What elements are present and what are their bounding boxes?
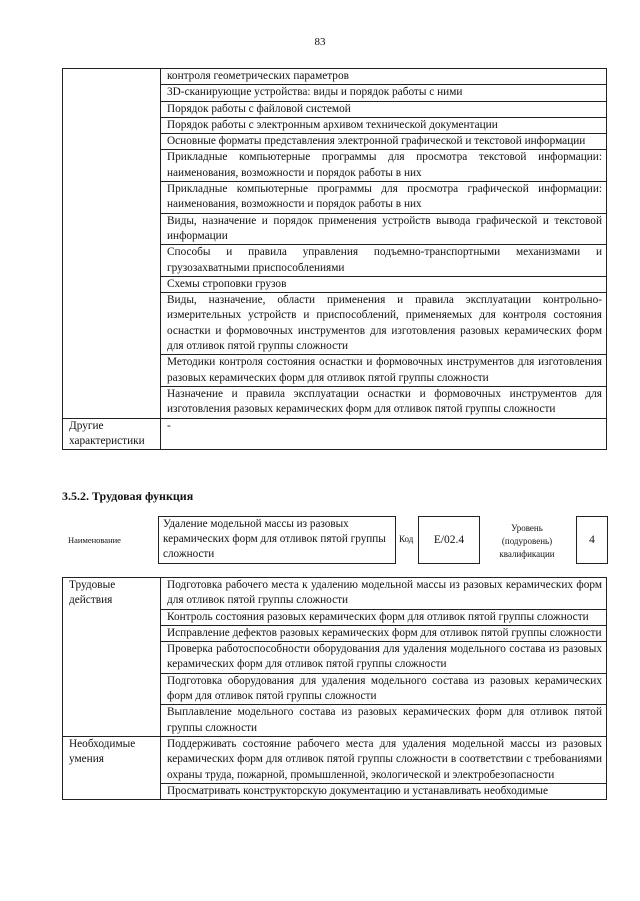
knowledge-item: Прикладные компьютерные программы для просмотра графической информации: наименования, возможности и порядок работы в них	[161, 182, 607, 214]
group-label-cell: Трудовые действия	[63, 578, 161, 737]
section-heading: 3.5.2. Трудовая функция	[62, 489, 194, 503]
code-box: E/02.4	[418, 516, 480, 564]
qualification-level-label: Уровень (подуровень) квалификации	[499, 523, 555, 559]
knowledge-item: контроля геометрических параметров	[161, 69, 607, 85]
group-label-cell: Необходимые умения	[63, 736, 161, 799]
name-label: Наименование	[68, 535, 121, 545]
knowledge-item: Методики контроля состояния оснастки и формовочных инструментов для изготовления разовых керамических форм для отливок пятой группы сложности	[161, 355, 607, 387]
labor-action-item: Контроль состояния разовых керамических форм для отливок пятой группы сложности	[161, 609, 607, 625]
labor-action-item: Исправление дефектов разовых керамических форм для отливок пятой группы сложности	[161, 625, 607, 641]
labor-function-table	[62, 577, 607, 800]
knowledge-item: Прикладные компьютерные программы для просмотра текстовой информации: наименования, возможности и порядок работы в них	[161, 150, 607, 182]
knowledge-item: 3D-сканирующие устройства: виды и порядок работы с ними	[161, 85, 607, 101]
page-number: 83	[314, 36, 326, 48]
row-category-cell	[63, 69, 161, 419]
qualification-level-box: 4	[576, 516, 608, 564]
labor-action-item: Проверка работоспособности оборудования для удаления модельного состава из разовых керамических форм для отливок пятой группы сложности	[161, 642, 607, 674]
knowledge-item: -	[161, 418, 607, 450]
knowledge-item: Порядок работы с файловой системой	[161, 101, 607, 117]
knowledge-table	[62, 68, 607, 450]
table-row	[63, 578, 607, 610]
knowledge-item: Основные форматы представления электронной графической и текстовой информации	[161, 134, 607, 150]
row-category-cell: Другие характеристики	[63, 418, 161, 450]
labor-action-item: Выплавление модельного состава из разовых керамических форм для отливок пятой группы сложности	[161, 705, 607, 737]
labor-action-item: Подготовка рабочего места к удалению модельной массы из разовых керамических форм для отливок пятой группы сложности	[161, 578, 607, 610]
table-row	[63, 418, 607, 450]
table-row	[63, 69, 607, 85]
required-skill-item: Поддерживать состояние рабочего места для удаления модельной массы из разовых керамических форм для отливок пятой группы сложности в соответствии с требованиями охраны труда, пожарной, промышленной, экологической и электробезопасности	[161, 736, 607, 783]
function-name-box: Удаление модельной массы из разовых керамических форм для отливок пятой группы сложности	[158, 516, 396, 564]
knowledge-item: Схемы строповки грузов	[161, 276, 607, 292]
knowledge-item: Способы и правила управления подъемно-транспортными механизмами и грузозахватными приспособлениями	[161, 245, 607, 277]
knowledge-item: Виды, назначение, области применения и правила эксплуатации контрольно-измерительных устройств и приспособлений, применяемых для контроля состояния оснастки и формовочных инструментов для изготовления разовых керамических форм для отливок пятой группы сложности	[161, 293, 607, 355]
required-skill-item: Просматривать конструкторскую документацию и устанавливать необходимые	[161, 783, 607, 799]
labor-action-item: Подготовка оборудования для удаления модельного состава из разовых керамических форм для отливок пятой группы сложности	[161, 673, 607, 705]
knowledge-item: Виды, назначение и порядок применения устройств вывода графической и текстовой информации	[161, 213, 607, 245]
table-row	[63, 736, 607, 783]
code-label: Код	[399, 534, 414, 544]
knowledge-item: Порядок работы с электронным архивом технической документации	[161, 117, 607, 133]
knowledge-item: Назначение и правила эксплуатации оснастки и формовочных инструментов для изготовления разовых керамических форм для отливок пятой группы сложности	[161, 386, 607, 418]
